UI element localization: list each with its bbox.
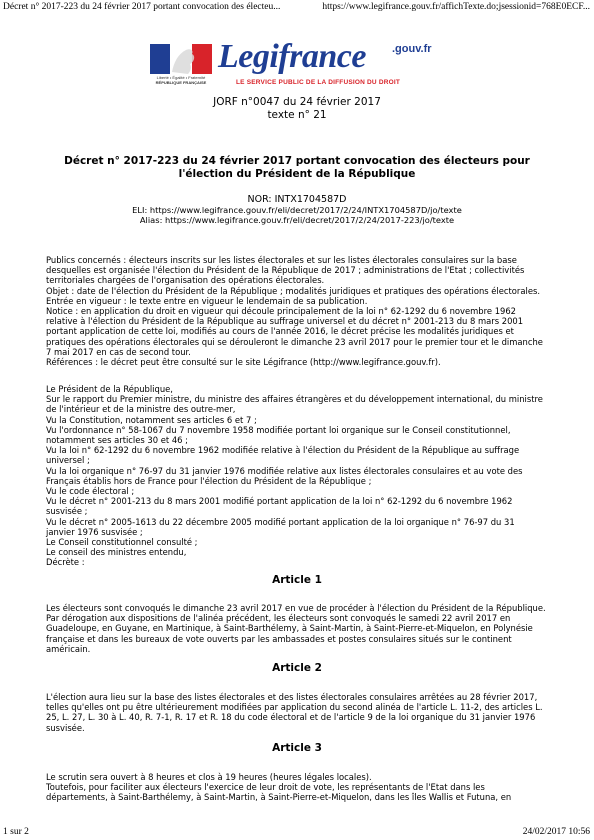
decree-summary [46, 255, 552, 367]
print-header-title: Décret n° 2017-223 du 24 février 2017 portant convocation des électeu... [3, 2, 281, 12]
article-line: Le scrutin sera ouvert à 8 heures et clos à 19 heures (heures légales locales). [46, 772, 372, 782]
gouv-domain: .gouv.fr [392, 43, 432, 55]
visa-line: susvisée ; [46, 506, 88, 517]
visa-line: universel ; [46, 455, 90, 466]
visa-line: Vu la loi n° 62-1292 du 6 novembre 1962 modifiée relative à l'élection du Président de la République au suffrage [46, 445, 520, 456]
visa-line: janvier 1976 susvisée ; [46, 526, 143, 537]
summary-line: Références : le décret peut être consulté sur le site Légifrance (http://www.legifrance.gouv.fr). [46, 357, 441, 368]
visa-line: Vu le code électoral ; [46, 486, 135, 497]
article-line: L'élection aura lieu sur la base des listes électorales et des listes électorales consulaires arrêtées au 28 février 2017, [46, 692, 538, 702]
summary-line: portant application de cette loi, modifiés au cours de l'année 2016, le décret précise les modalités juridiques et [46, 326, 514, 337]
republic-motto: Liberté • Égalité • Fraternité RÉPUBLIQUE FRANÇAISE [155, 75, 207, 85]
summary-line: Publics concernés : électeurs inscrits sur les listes électorales et sur les listes électorales consulaires sur la base [46, 255, 517, 265]
tricolor-flag-icon [150, 44, 212, 74]
alias-link[interactable]: Alias: https://www.legifrance.gouv.fr/eli/decret/2017/2/24/2017-223/jo/texte [139, 215, 455, 225]
jorf-reference: JORF n°0047 du 24 février 2017 texte n° 21 [213, 96, 381, 121]
article-line: départements, à Saint-Barthélemy, à Saint-Martin, à Saint-Pierre-et-Miquelon, dans les îles Wallis et Futuna, en [46, 792, 512, 803]
service-tagline: LE SERVICE PUBLIC DE LA DIFFUSION DU DROIT [236, 79, 401, 86]
summary-line: Notice : en application du droit en vigueur qui découle principalement de la loi n° 62-1292 du 6 novembre 1962 [46, 306, 517, 317]
page-number: 1 sur 2 [3, 827, 29, 837]
print-header-url: https://www.legifrance.gouv.fr/affichTexte.do;jsessionid=768E0ECF... [322, 2, 590, 12]
visa-line: Sur le rapport du Premier ministre, du ministre des affaires étrangères et du développement international, du ministre [46, 394, 543, 405]
article-3-body [46, 772, 552, 803]
article-3-heading: Article 3 [272, 742, 322, 754]
article-2-body [46, 692, 552, 733]
summary-line: Objet : date de l'élection du Président de la République ; modalités juridiques et pratiques des opérations électorales. [46, 285, 540, 296]
visa-line: Vu la Constitution, notamment ses articles 6 et 7 ; [46, 414, 257, 425]
visa-line: Vu la loi organique n° 76-97 du 31 janvier 1976 modifiée relative aux listes électorales consulaires et au vote des [46, 465, 523, 476]
visa-line: de l'intérieur et de la ministre des outre-mer, [46, 404, 236, 415]
eli-link[interactable]: ELI: https://www.legifrance.gouv.fr/eli/decret/2017/2/24/INTX1704587D/jo/texte [132, 205, 462, 215]
article-line: 25, L. 27, L. 30 à L. 40, R. 7-1, R. 17 et R. 18 du code électoral et de l'article 9 de la loi organique du 31 janvier 1976 [46, 712, 536, 723]
decree-visas [46, 384, 552, 568]
visa-line: Le Président de la République, [46, 384, 173, 394]
summary-line: territoriales chargées de l'organisation des opérations électorales. [46, 275, 325, 286]
print-timestamp: 24/02/2017 10:56 [522, 827, 590, 837]
legifrance-wordmark: Legifrance [218, 38, 366, 75]
article-1-heading: Article 1 [272, 574, 322, 586]
visa-line: Le conseil des ministres entendu, [46, 547, 187, 558]
visa-line: Le Conseil constitutionnel consulté ; [46, 537, 198, 548]
visa-line: Vu l'ordonnance n° 58-1067 du 7 novembre 1958 modifiée portant loi organique sur le Conseil constitutionnel, [46, 424, 511, 435]
article-2-heading: Article 2 [272, 662, 322, 674]
article-line: susvisée. [46, 722, 85, 733]
marianne-logo [148, 42, 214, 90]
legifrance-logo[interactable] [148, 38, 446, 92]
visa-line: Français établis hors de France pour l'élection du Président de la République ; [46, 475, 372, 486]
article-line: Par dérogation aux dispositions de l'alinéa précédent, les électeurs sont convoqués le samedi 22 avril 2017 en [46, 613, 511, 624]
nor-code: NOR: INTX1704587D [247, 194, 347, 205]
summary-line: 7 mai 2017 en cas de second tour. [46, 346, 191, 357]
visa-line: notamment ses articles 30 et 46 ; [46, 435, 188, 446]
summary-line: pratiques des opérations électorales qui se dérouleront le dimanche 23 avril 2017 pour le premier tour et le dimanche [46, 336, 543, 347]
visa-line: Vu le décret n° 2001-213 du 8 mars 2001 modifié portant application de la loi n° 62-1292 du 6 novembre 1962 [46, 496, 513, 507]
summary-line: desquelles est organisée l'élection du Président de la République de 2017 ; administrations de l'Etat ; collectivités [46, 265, 525, 276]
summary-line: relative à l'élection du Président de la République au suffrage universel et du décret n° 2001-213 du 8 mars 2001 [46, 316, 524, 327]
decree-title: Décret n° 2017-223 du 24 février 2017 portant convocation des électeurs pour l'élection du Président de la République [64, 155, 530, 180]
article-line: telles qu'elles ont pu être ultérieurement modifiées par application du second alinéa de l'article L. 11-2, des articles L. [46, 702, 543, 713]
article-line: américain. [46, 643, 91, 654]
article-1-body [46, 603, 552, 654]
article-line: française et dans les bureaux de vote ouverts par les ambassades et postes consulaires situés sur le continent [46, 633, 512, 644]
visa-line: Vu le décret n° 2005-1613 du 22 décembre 2005 modifié portant application de la loi organique n° 76-97 du 31 [46, 516, 515, 527]
article-line: Les électeurs sont convoqués le dimanche 23 avril 2017 en vue de procéder à l'élection du Président de la République. [46, 603, 546, 613]
article-line: Guadeloupe, en Guyane, en Martinique, à Saint-Barthélemy, à Saint-Martin, à Saint-Pierre-et-Miquelon, en Polynésie [46, 623, 533, 634]
visa-line: Décrète : [46, 557, 85, 568]
summary-line: Entrée en vigueur : le texte entre en vigueur le lendemain de sa publication. [46, 295, 368, 306]
article-line: Toutefois, pour faciliter aux électeurs l'exercice de leur droit de vote, les représentants de l'Etat dans les [46, 782, 485, 793]
